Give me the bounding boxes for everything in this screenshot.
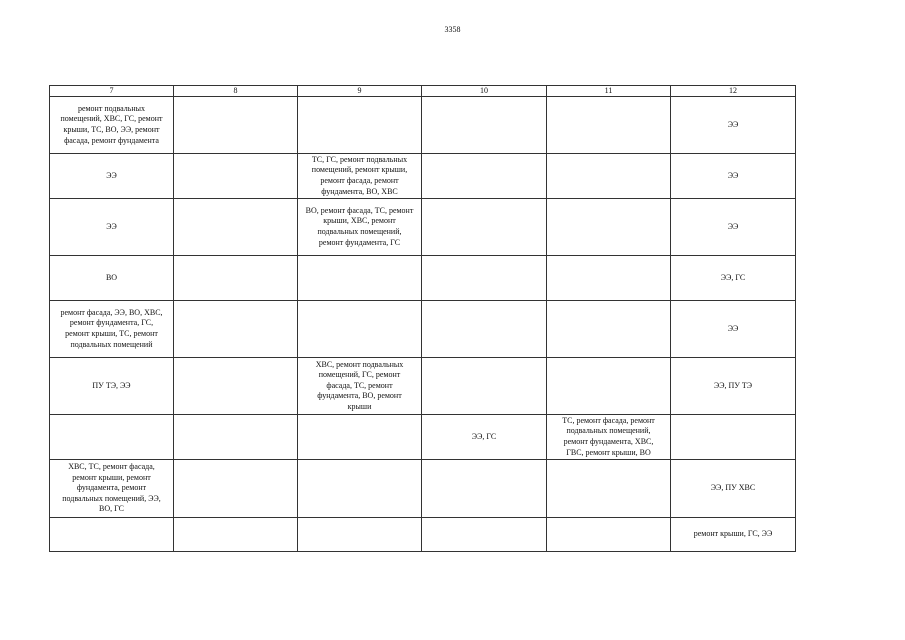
table-cell [298,97,422,154]
table-cell [50,301,174,358]
table-cell [547,460,671,518]
cell-text: ВО [105,272,118,282]
table-cell [298,460,422,518]
table-cell [174,415,298,460]
table-cell [671,415,796,460]
table-row [50,415,796,460]
table-body [50,97,796,552]
table-cell [174,358,298,415]
table-row [50,154,796,199]
table-cell [298,199,422,256]
cell-text: ЭЭ, ГС [471,431,497,441]
table-cell [547,415,671,460]
table-cell [422,460,547,518]
table-cell [671,518,796,552]
cell-text: ЭЭ [106,221,117,231]
cell-text: ТС, ГС, ремонт подвальных помещений, ремонт крыши, ремонт фасада, ремонт фундамента, ВО, ХВС [311,154,408,196]
table-cell [671,199,796,256]
table-cell [547,301,671,358]
table-cell [50,256,174,301]
cell-text: ЭЭ [727,119,739,129]
cell-text: ремонт подвальных помещений, ХВС, ГС, ремонт крыши, ТС, ВО, ЭЭ, ремонт фасада, ремонт фундамента [60,103,163,145]
table-cell [671,154,796,199]
cell-text: ремонт фасада, ЭЭ, ВО, ХВС, ремонт фундамента, ГС, ремонт крыши, ТС, ремонт подвальных помещений [60,307,163,349]
table-cell [671,358,796,415]
table-cell [298,301,422,358]
header-row [50,86,796,97]
column-header-12: 12 [671,86,796,97]
table-cell [422,199,547,256]
table-cell [298,154,422,199]
cell-text: ЭЭ [727,221,739,231]
table-cell [671,301,796,358]
table-row [50,301,796,358]
table-cell [174,301,298,358]
cell-text: ЭЭ, ГС [720,272,746,282]
cell-text: ЭЭ [727,323,739,333]
table-cell [174,97,298,154]
table-cell [422,97,547,154]
table-cell [547,358,671,415]
table-cell [298,518,422,552]
table-cell [50,358,174,415]
table-cell [50,97,174,154]
cell-text: ВО, ремонт фасада, ТС, ремонт крыши, ХВС, ремонт подвальных помещений, ремонт фундамента, ГС [305,205,414,247]
table-row [50,518,796,552]
table-cell [547,97,671,154]
cell-text: ТС, ремонт фасада, ремонт подвальных помещений, ремонт фундамента, ХВС, ГВС, ремонт крыши, ВО [562,415,655,457]
table-cell [422,256,547,301]
page-number: 3358 [444,25,461,34]
column-header-8: 8 [174,86,298,97]
table-row [50,358,796,415]
column-header-10: 10 [422,86,547,97]
cell-text: ЭЭ, ПУ ХВС [710,483,756,493]
column-header-11: 11 [547,86,671,97]
cell-text: ремонт крыши, ГС, ЭЭ [693,529,773,539]
table-cell [671,97,796,154]
table-cell [50,518,174,552]
table-cell [298,358,422,415]
column-header-9: 9 [298,86,422,97]
table-row [50,256,796,301]
works-table [49,85,796,552]
table-cell [671,460,796,518]
cell-text: ПУ ТЭ, ЭЭ [92,380,131,390]
table-row [50,97,796,154]
table-cell [422,358,547,415]
table-cell [547,518,671,552]
table-cell [547,256,671,301]
table-cell [174,256,298,301]
table-cell [422,154,547,199]
table-cell [547,154,671,199]
cell-text: ЭЭ [727,170,739,180]
table-cell [174,518,298,552]
cell-text: ХВС, ремонт подвальных помещений, ГС, ремонт фасада, ТС, ремонт фундамента, ВО, ремонт крыши [315,359,404,411]
table-cell [50,415,174,460]
table-cell [298,256,422,301]
column-header-7: 7 [50,86,174,97]
table-cell [50,154,174,199]
table-row [50,199,796,256]
table-cell [174,154,298,199]
table-cell [50,460,174,518]
table-cell [422,301,547,358]
table-cell [174,199,298,256]
table-cell [671,256,796,301]
table-cell [422,518,547,552]
table-header [50,86,796,97]
cell-text: ХВС, ТС, ремонт фасада, ремонт крыши, ремонт фундамента, ремонт подвальных помещений, ЭЭ, ВО, ГС [62,462,161,514]
table-row [50,460,796,518]
table-cell [547,199,671,256]
table-cell [422,415,547,460]
table-cell [298,415,422,460]
cell-text: ЭЭ [106,170,117,180]
cell-text: ЭЭ, ПУ ТЭ [713,380,753,390]
table-cell [50,199,174,256]
table-cell [174,460,298,518]
